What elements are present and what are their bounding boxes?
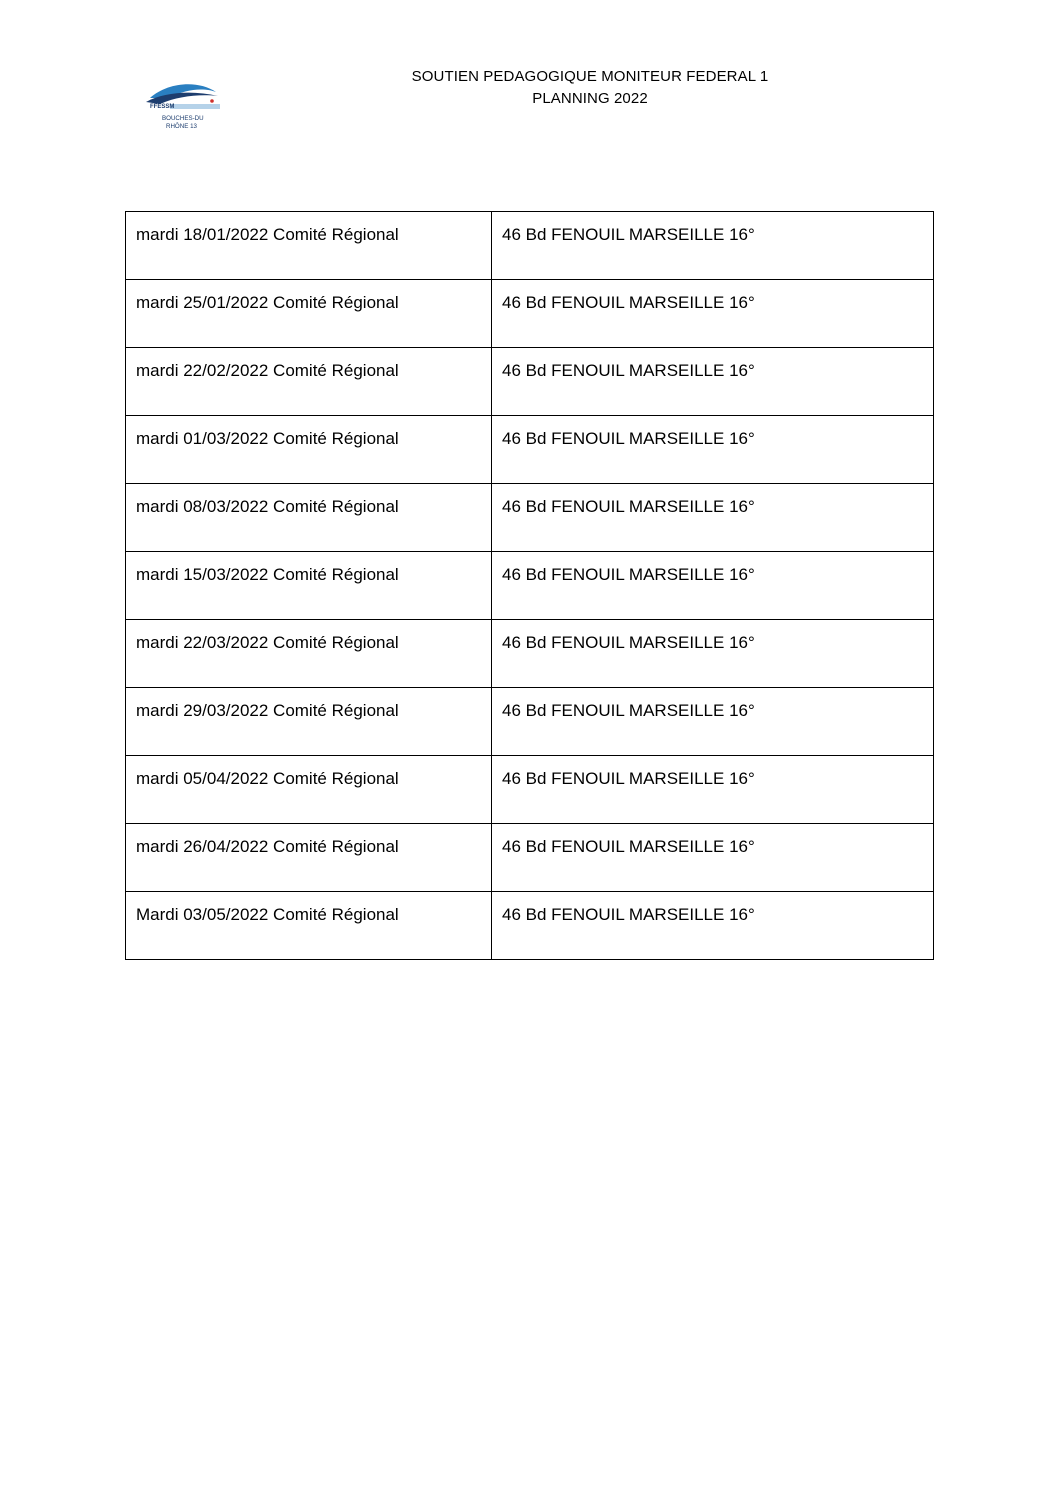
table-row bbox=[126, 756, 934, 824]
session-place-cell: 46 Bd FENOUIL MARSEILLE 16° bbox=[492, 552, 934, 620]
page-title: SOUTIEN PEDAGOGIQUE MONITEUR FEDERAL 1 bbox=[411, 68, 769, 85]
session-place-cell: 46 Bd FENOUIL MARSEILLE 16° bbox=[492, 688, 934, 756]
logo-text-line1: BOUCHES-DU bbox=[162, 115, 204, 122]
page-subtitle: PLANNING 2022 bbox=[532, 90, 648, 107]
table-row bbox=[126, 416, 934, 484]
table-row bbox=[126, 620, 934, 688]
logo-text-line2: RHÔNE 13 bbox=[166, 123, 197, 130]
table-row bbox=[126, 688, 934, 756]
schedule-table bbox=[125, 211, 934, 960]
session-place-cell: 46 Bd FENOUIL MARSEILLE 16° bbox=[492, 416, 934, 484]
session-date-cell: mardi 05/04/2022 Comité Régional bbox=[126, 756, 492, 824]
ffessm-logo bbox=[140, 78, 230, 138]
session-date-cell: mardi 25/01/2022 Comité Régional bbox=[126, 280, 492, 348]
table-row bbox=[126, 892, 934, 960]
session-date-cell: mardi 29/03/2022 Comité Régional bbox=[126, 688, 492, 756]
session-date-cell: mardi 15/03/2022 Comité Régional bbox=[126, 552, 492, 620]
session-date-cell: mardi 22/03/2022 Comité Régional bbox=[126, 620, 492, 688]
table-row bbox=[126, 824, 934, 892]
session-place-cell: 46 Bd FENOUIL MARSEILLE 16° bbox=[492, 212, 934, 280]
logo-text-top: FFESSM bbox=[150, 104, 175, 110]
session-date-cell: mardi 08/03/2022 Comité Régional bbox=[126, 484, 492, 552]
session-date-cell: Mardi 03/05/2022 Comité Régional bbox=[126, 892, 492, 960]
page-heading bbox=[330, 66, 850, 110]
schedule-table-body bbox=[126, 212, 934, 960]
table-row bbox=[126, 348, 934, 416]
session-place-cell: 46 Bd FENOUIL MARSEILLE 16° bbox=[492, 348, 934, 416]
session-place-cell: 46 Bd FENOUIL MARSEILLE 16° bbox=[492, 892, 934, 960]
ffessm-logo-icon bbox=[140, 78, 230, 138]
session-place-cell: 46 Bd FENOUIL MARSEILLE 16° bbox=[492, 620, 934, 688]
session-place-cell: 46 Bd FENOUIL MARSEILLE 16° bbox=[492, 280, 934, 348]
table-row bbox=[126, 484, 934, 552]
session-date-cell: mardi 22/02/2022 Comité Régional bbox=[126, 348, 492, 416]
session-place-cell: 46 Bd FENOUIL MARSEILLE 16° bbox=[492, 484, 934, 552]
table-row bbox=[126, 280, 934, 348]
session-place-cell: 46 Bd FENOUIL MARSEILLE 16° bbox=[492, 756, 934, 824]
session-date-cell: mardi 26/04/2022 Comité Régional bbox=[126, 824, 492, 892]
session-date-cell: mardi 18/01/2022 Comité Régional bbox=[126, 212, 492, 280]
table-row bbox=[126, 552, 934, 620]
session-date-cell: mardi 01/03/2022 Comité Régional bbox=[126, 416, 492, 484]
table-row bbox=[126, 212, 934, 280]
session-place-cell: 46 Bd FENOUIL MARSEILLE 16° bbox=[492, 824, 934, 892]
